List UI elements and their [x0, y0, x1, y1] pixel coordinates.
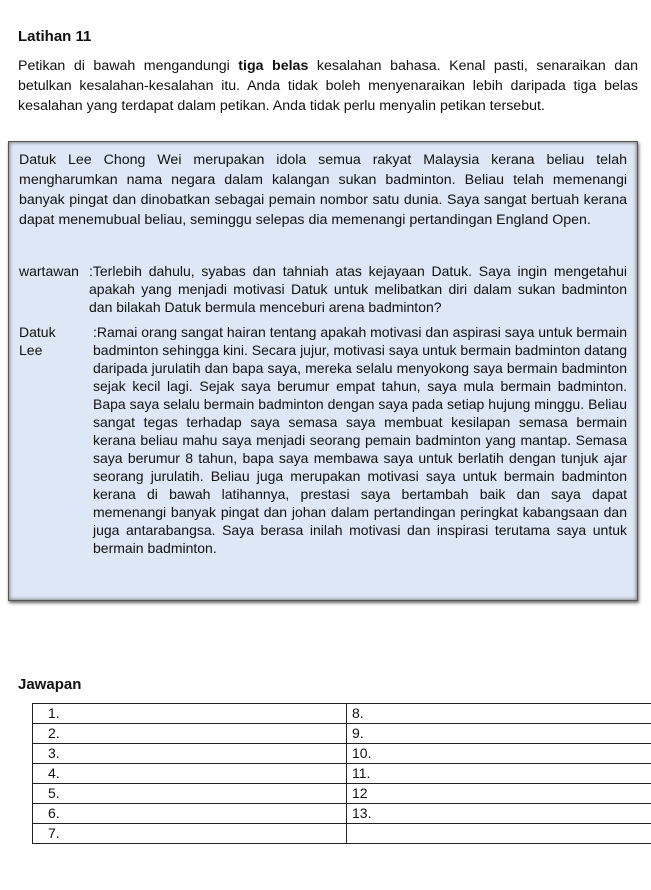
- answer-cell[interactable]: 8.: [347, 704, 651, 724]
- answer-cell[interactable]: 1.: [33, 704, 347, 724]
- answer-cell[interactable]: [347, 824, 651, 844]
- answers-heading: Jawapan: [18, 676, 82, 693]
- answer-cell[interactable]: 13.: [347, 804, 651, 824]
- answer-table: [32, 703, 651, 844]
- answer-cell[interactable]: 2.: [33, 724, 347, 744]
- answer-row: [33, 824, 651, 844]
- dialogue-datuk-lee: [19, 323, 627, 557]
- answer-cell[interactable]: 6.: [33, 804, 347, 824]
- answer-cell[interactable]: 10.: [347, 744, 651, 764]
- answer-cell[interactable]: 11.: [347, 764, 651, 784]
- dialogue-text: :Terlebih dahulu, syabas dan tahniah atas kejayaan Datuk. Saya ingin mengetahui apakah yang menjadi motivasi Datuk untuk melibatkan diri dalam sukan badminton dan bilakah Datuk bermula menceburi arena badminton?: [89, 263, 627, 315]
- answer-row: [33, 724, 651, 744]
- answer-row: [33, 744, 651, 764]
- exercise-title: Latihan 11: [18, 28, 92, 45]
- answer-row: [33, 704, 651, 724]
- answer-row: [33, 804, 651, 824]
- speaker-label: wartawan: [19, 263, 79, 279]
- instructions-part: kesalahan bahasa. Kenal pasti, senaraikan dan betulkan kesalahan-kesalahan itu. Anda tidak boleh menyenaraikan lebih daripada tiga belas kesalahan yang terdapat dalam petikan. Anda tidak perlu menyalin petikan tersebut.: [18, 58, 638, 114]
- answer-cell[interactable]: 7.: [33, 824, 347, 844]
- passage-box: [8, 141, 638, 601]
- answer-cell[interactable]: 12: [347, 784, 651, 804]
- answer-row: [33, 764, 651, 784]
- passage-paragraph: Datuk Lee Chong Wei merupakan idola semua rakyat Malaysia kerana beliau telah mengharumkan nama negara dalam kalangan sukan badminton. Beliau telah memenangi banyak pingat dan dinobatkan sebagai pemain nombor satu dunia. Saya sangat bertuah kerana dapat menemubual beliau, seminggu selepas dia memenangi pertandingan England Open.: [19, 152, 627, 228]
- speaker-label: Datuk Lee: [19, 324, 56, 358]
- dialogue-text: :Ramai orang sangat hairan tentang apakah motivasi dan aspirasi saya untuk bermain badminton sehingga kini. Secara jujur, motivasi saya untuk bermain badminton datang daripada jurulatih dan bapa saya, mereka selalu menyokong saya bermain badminton sejak kecil lagi. Sejak saya berumur empat tahun, saya mula bermain badminton. Bapa saya selalu bermain badminton dengan saya pada setiap hujung minggu. Beliau sangat tegas terhadap saya semasa saya membuat kesilapan semasa bermain kerana beliau mahu saya menjadi seorang pemain badminton yang mantap. Semasa saya berumur 8 tahun, bapa saya membawa saya untuk berlatih dengan tunjuk ajar seorang jurulatih. Beliau juga merupakan motivasi saya untuk bermain badminton kerana di bawah latihannya, prestasi saya bertambah baik dan saya dapat memenangi banyak pingat dan johan dalam pertandingan peringkat kabangsaan dan juga antarabangsa. Saya berasa inilah motivasi dan inspirasi terutama saya untuk bermain badminton.: [93, 324, 627, 556]
- instructions: [18, 56, 638, 116]
- answer-cell[interactable]: 3.: [33, 744, 347, 764]
- answer-cell[interactable]: 9.: [347, 724, 651, 744]
- answer-row: [33, 784, 651, 804]
- answer-cell[interactable]: 4.: [33, 764, 347, 784]
- instructions-bold: tiga belas: [238, 58, 309, 74]
- dialogue-interviewer: [19, 262, 627, 316]
- instructions-part: Petikan di bawah mengandungi: [18, 58, 239, 74]
- answer-cell[interactable]: 5.: [33, 784, 347, 804]
